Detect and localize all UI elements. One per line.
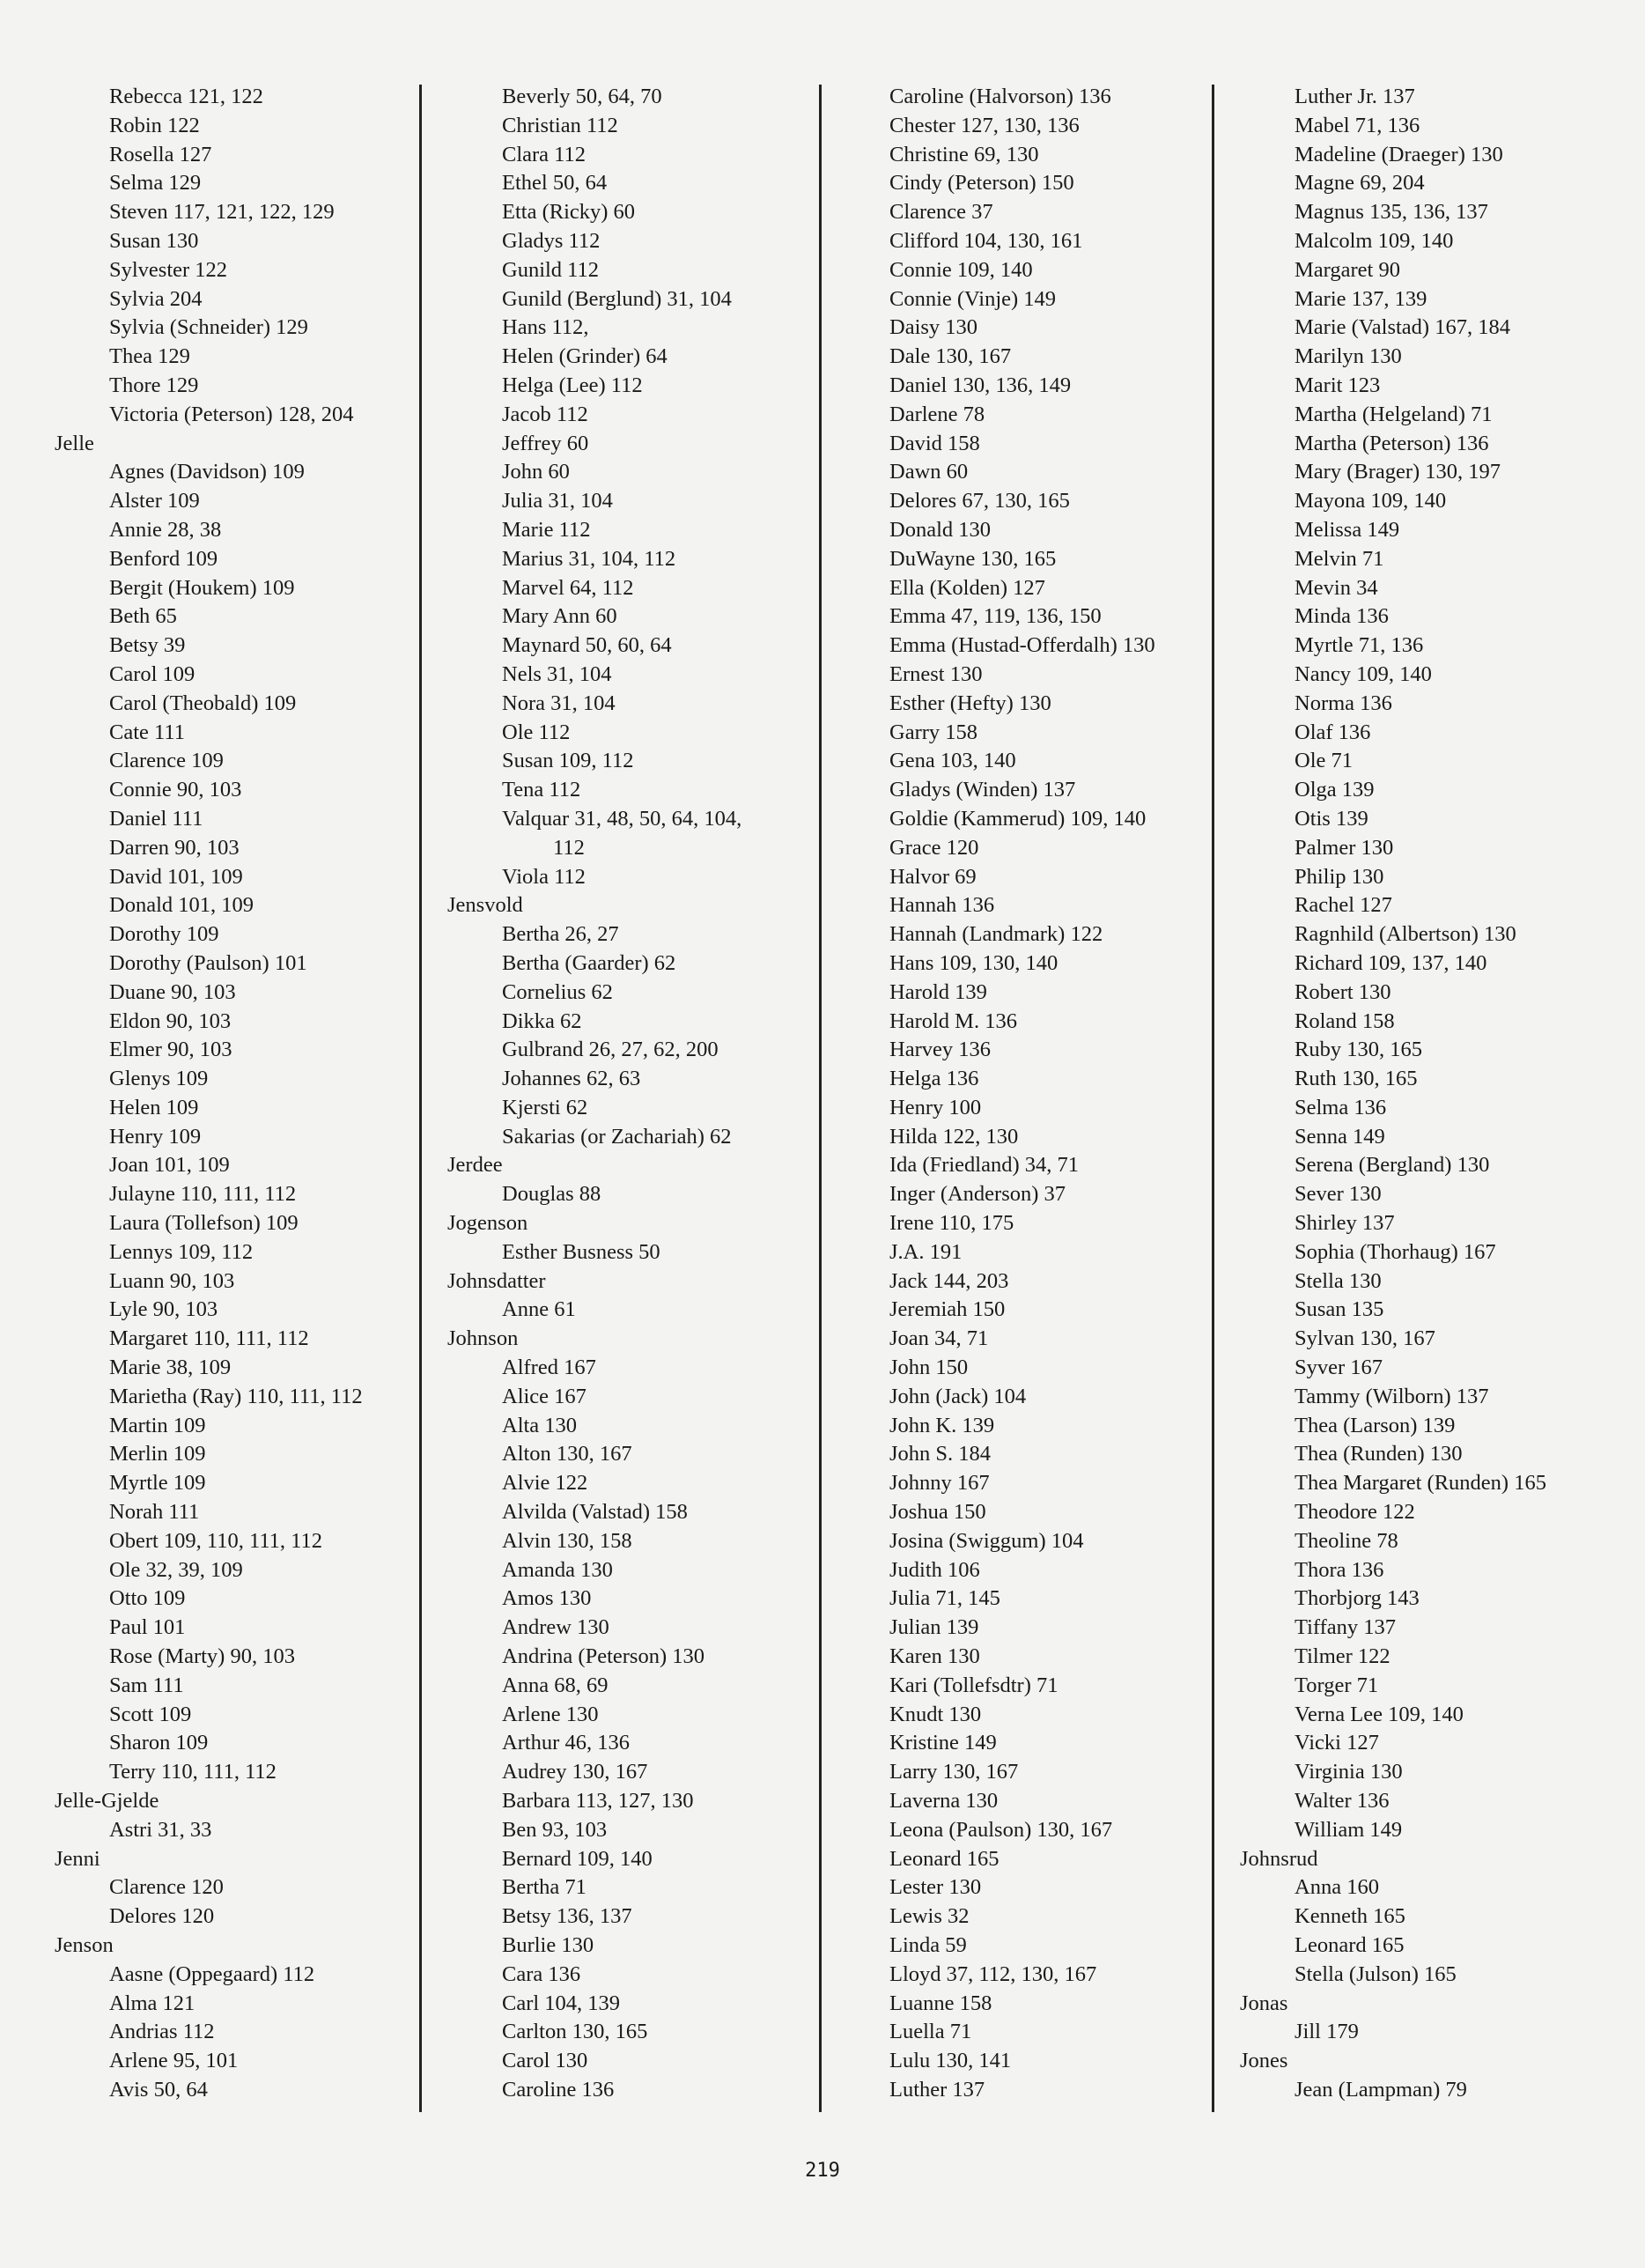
index-entry: Carol 130 bbox=[502, 2049, 588, 2073]
index-entry: Marie 137, 139 bbox=[1295, 286, 1427, 311]
column-divider-3 bbox=[1212, 85, 1214, 2112]
index-entry: William 149 bbox=[1295, 1817, 1403, 1842]
index-entry: Gladys 112 bbox=[502, 228, 601, 253]
index-surname: Jones bbox=[1240, 2049, 1288, 2073]
index-entry: Alvie 122 bbox=[502, 1471, 588, 1496]
index-entry: Garry 158 bbox=[889, 720, 978, 744]
index-entry: Senna 149 bbox=[1295, 1124, 1385, 1149]
index-entry: John 150 bbox=[889, 1356, 969, 1380]
index-entry: Luann 90, 103 bbox=[109, 1268, 235, 1293]
index-entry: Dale 130, 167 bbox=[889, 344, 1012, 369]
index-entry: Laverna 130 bbox=[889, 1789, 999, 1814]
index-entry: Joan 101, 109 bbox=[109, 1153, 230, 1178]
index-surname: Johnsdatter bbox=[447, 1268, 546, 1293]
index-entry: Irene 110, 175 bbox=[889, 1211, 1014, 1236]
index-entry: John S. 184 bbox=[889, 1442, 992, 1466]
index-entry: Henry 100 bbox=[889, 1095, 982, 1119]
index-entry: Harvey 136 bbox=[889, 1038, 991, 1062]
index-entry: Daniel 130, 136, 149 bbox=[889, 373, 1072, 397]
index-entry: Johannes 62, 63 bbox=[502, 1067, 641, 1091]
index-entry: Kristine 149 bbox=[889, 1731, 997, 1755]
index-entry: Gunild (Berglund) 31, 104 bbox=[502, 286, 732, 311]
index-entry: Donald 101, 109 bbox=[109, 893, 254, 918]
index-entry: Rosella 127 bbox=[109, 142, 212, 166]
index-surname: Jogenson bbox=[447, 1211, 528, 1236]
index-entry: Mary (Brager) 130, 197 bbox=[1295, 460, 1501, 484]
index-entry: Annie 28, 38 bbox=[109, 517, 222, 542]
index-entry: Gunild 112 bbox=[502, 257, 600, 282]
index-entry: Lewis 32 bbox=[889, 1904, 970, 1929]
index-entry: Connie (Vinje) 149 bbox=[889, 286, 1057, 311]
index-entry: Robert 130 bbox=[1295, 979, 1391, 1004]
index-entry: Linda 59 bbox=[889, 1933, 967, 1957]
index-entry: Sharon 109 bbox=[109, 1731, 209, 1755]
index-entry: Viola 112 bbox=[502, 864, 586, 889]
index-entry: Ole 112 bbox=[502, 720, 571, 744]
index-entry: Judith 106 bbox=[889, 1557, 980, 1582]
index-entry: Jean (Lampman) 79 bbox=[1295, 2077, 1467, 2102]
index-entry: Jeffrey 60 bbox=[502, 431, 589, 455]
index-entry: Shirley 137 bbox=[1295, 1211, 1395, 1236]
index-entry: Selma 136 bbox=[1295, 1095, 1387, 1119]
index-entry: Ruth 130, 165 bbox=[1295, 1067, 1418, 1091]
index-entry: Rebecca 121, 122 bbox=[109, 85, 263, 108]
index-entry: Thorbjorg 143 bbox=[1295, 1586, 1420, 1611]
index-entry: Ole 32, 39, 109 bbox=[109, 1557, 243, 1582]
index-entry: Martha (Peterson) 136 bbox=[1295, 431, 1489, 455]
index-entry: Benford 109 bbox=[109, 546, 218, 571]
index-entry: Mabel 71, 136 bbox=[1295, 113, 1420, 137]
index-entry: Amanda 130 bbox=[502, 1557, 613, 1582]
index-entry: Lennys 109, 112 bbox=[109, 1239, 254, 1264]
index-entry: Kari (Tollefsdtr) 71 bbox=[889, 1673, 1059, 1697]
index-entry: Olaf 136 bbox=[1295, 720, 1371, 744]
index-entry: Sylvia 204 bbox=[109, 286, 203, 311]
index-entry: Martha (Helgeland) 71 bbox=[1295, 402, 1493, 426]
index-entry: Susan 109, 112 bbox=[502, 749, 634, 773]
index-entry: Alvilda (Valstad) 158 bbox=[502, 1500, 688, 1525]
index-entry: Lloyd 37, 112, 130, 167 bbox=[889, 1961, 1097, 1986]
index-entry: Ethel 50, 64 bbox=[502, 171, 608, 196]
index-entry: John (Jack) 104 bbox=[889, 1384, 1027, 1408]
index-entry: Roland 158 bbox=[1295, 1008, 1395, 1033]
index-entry: Beth 65 bbox=[109, 604, 177, 629]
index-entry: Helga (Lee) 112 bbox=[502, 373, 643, 397]
index-entry: Richard 109, 137, 140 bbox=[1295, 950, 1487, 975]
index-entry: Syver 167 bbox=[1295, 1356, 1383, 1380]
index-entry: Marit 123 bbox=[1295, 373, 1381, 397]
index-entry: Lyle 90, 103 bbox=[109, 1297, 218, 1322]
index-entry: Thea Margaret (Runden) 165 bbox=[1295, 1471, 1546, 1496]
index-entry: Martin 109 bbox=[109, 1413, 206, 1437]
index-entry: Palmer 130 bbox=[1295, 835, 1394, 860]
column-divider-1 bbox=[419, 85, 422, 2112]
index-entry: Josina (Swiggum) 104 bbox=[889, 1528, 1084, 1553]
index-entry: Christine 69, 130 bbox=[889, 142, 1039, 166]
index-entry: Mary Ann 60 bbox=[502, 604, 617, 629]
index-entry: Elmer 90, 103 bbox=[109, 1038, 232, 1062]
index-entry: Thea (Larson) 139 bbox=[1295, 1413, 1456, 1437]
index-entry: Douglas 88 bbox=[502, 1182, 601, 1207]
index-entry: Susan 130 bbox=[109, 228, 199, 253]
index-surname: Jenson bbox=[55, 1933, 114, 1957]
index-entry: Vicki 127 bbox=[1295, 1731, 1379, 1755]
index-entry: Mayona 109, 140 bbox=[1295, 489, 1447, 513]
index-entry: Stella 130 bbox=[1295, 1268, 1382, 1293]
index-entry: Marvel 64, 112 bbox=[502, 575, 634, 600]
index-entry: Ruby 130, 165 bbox=[1295, 1038, 1422, 1062]
index-entry: Hans 112, bbox=[502, 315, 589, 340]
index-entry: Carl 104, 139 bbox=[502, 1991, 621, 2015]
index-entry: Clarence 120 bbox=[109, 1875, 224, 1900]
index-entry: Ole 71 bbox=[1295, 749, 1353, 773]
index-entry: John K. 139 bbox=[889, 1413, 995, 1437]
index-entry: Harold 139 bbox=[889, 979, 987, 1004]
index-surname: Jensvold bbox=[447, 893, 523, 918]
index-column-2 bbox=[447, 83, 808, 2105]
index-surname: Johnson bbox=[447, 1326, 519, 1351]
index-entry: Helen 109 bbox=[109, 1095, 199, 1119]
index-entry: David 101, 109 bbox=[109, 864, 243, 889]
index-entry: Nora 31, 104 bbox=[502, 691, 616, 715]
index-entry: Goldie (Kammerud) 109, 140 bbox=[889, 806, 1147, 831]
index-entry: Darren 90, 103 bbox=[109, 835, 240, 860]
index-entry: Virginia 130 bbox=[1295, 1760, 1403, 1784]
index-entry: Carol 109 bbox=[109, 661, 195, 686]
index-entry: Alvin 130, 158 bbox=[502, 1528, 632, 1553]
index-entry: Steven 117, 121, 122, 129 bbox=[109, 200, 335, 225]
index-entry: Theodore 122 bbox=[1295, 1500, 1415, 1525]
index-entry: Aasne (Oppegaard) 112 bbox=[109, 1961, 315, 1986]
index-entry: Thore 129 bbox=[109, 373, 199, 397]
index-entry: Julia 71, 145 bbox=[889, 1586, 1000, 1611]
index-entry: Sylvan 130, 167 bbox=[1295, 1326, 1435, 1351]
index-entry: Emma 47, 119, 136, 150 bbox=[889, 604, 1102, 629]
index-entry: Dikka 62 bbox=[502, 1008, 582, 1033]
index-entry: Dawn 60 bbox=[889, 460, 969, 484]
index-entry: Myrtle 109 bbox=[109, 1471, 206, 1496]
index-entry: Kenneth 165 bbox=[1295, 1904, 1405, 1929]
index-entry: Margaret 110, 111, 112 bbox=[109, 1326, 309, 1351]
index-column-1 bbox=[55, 83, 414, 2105]
index-entry: Alfred 167 bbox=[502, 1356, 596, 1380]
index-entry: Laura (Tollefson) 109 bbox=[109, 1211, 299, 1236]
index-entry: John 60 bbox=[502, 460, 570, 484]
index-entry: Hannah (Landmark) 122 bbox=[889, 922, 1103, 947]
index-entry: Otto 109 bbox=[109, 1586, 186, 1611]
index-entry: Norma 136 bbox=[1295, 691, 1392, 715]
index-surname: Jenni bbox=[55, 1846, 100, 1871]
index-entry: Delores 120 bbox=[109, 1904, 215, 1929]
index-entry: Melvin 71 bbox=[1295, 546, 1384, 571]
index-entry: Beverly 50, 64, 70 bbox=[502, 85, 662, 108]
index-entry: Clarence 37 bbox=[889, 200, 993, 225]
page-number: 219 bbox=[805, 2160, 840, 2182]
index-entry: Bertha 26, 27 bbox=[502, 922, 619, 947]
index-entry: Clifford 104, 130, 161 bbox=[889, 228, 1083, 253]
index-entry: Caroline (Halvorson) 136 bbox=[889, 85, 1111, 108]
index-entry: Connie 90, 103 bbox=[109, 778, 242, 802]
index-entry: Grace 120 bbox=[889, 835, 979, 860]
index-entry: Magnus 135, 136, 137 bbox=[1295, 200, 1488, 225]
index-entry: Andrew 130 bbox=[502, 1615, 609, 1640]
index-entry: Tammy (Wilborn) 137 bbox=[1295, 1384, 1489, 1408]
index-entry: Agnes (Davidson) 109 bbox=[109, 460, 305, 484]
index-entry: Esther (Hefty) 130 bbox=[889, 691, 1051, 715]
index-entry: Marie (Valstad) 167, 184 bbox=[1295, 315, 1510, 340]
index-entry: Andrina (Peterson) 130 bbox=[502, 1644, 704, 1669]
index-entry: Esther Busness 50 bbox=[502, 1239, 660, 1264]
index-entry: Selma 129 bbox=[109, 171, 202, 196]
index-surname: Jelle bbox=[55, 431, 94, 455]
index-entry: Clarence 109 bbox=[109, 749, 224, 773]
index-entry: Marius 31, 104, 112 bbox=[502, 546, 676, 571]
index-entry: Luella 71 bbox=[889, 2020, 972, 2044]
index-entry: David 158 bbox=[889, 431, 980, 455]
index-entry: Cornelius 62 bbox=[502, 979, 613, 1004]
index-entry: Obert 109, 110, 111, 112 bbox=[109, 1528, 323, 1553]
index-entry: Alster 109 bbox=[109, 489, 200, 513]
index-entry: Tilmer 122 bbox=[1295, 1644, 1391, 1669]
index-entry: Bertha (Gaarder) 62 bbox=[502, 950, 676, 975]
index-entry: Lester 130 bbox=[889, 1875, 982, 1900]
index-entry: Philip 130 bbox=[1295, 864, 1384, 889]
index-entry: Susan 135 bbox=[1295, 1297, 1384, 1322]
index-entry: Emma (Hustad-Offerdalh) 130 bbox=[889, 633, 1155, 658]
index-entry: Maynard 50, 60, 64 bbox=[502, 633, 672, 658]
index-entry: Mevin 34 bbox=[1295, 575, 1378, 600]
index-entry: Bertha 71 bbox=[502, 1875, 586, 1900]
index-entry: DuWayne 130, 165 bbox=[889, 546, 1057, 571]
index-entry: Karen 130 bbox=[889, 1644, 980, 1669]
index-entry: Glenys 109 bbox=[109, 1067, 209, 1091]
index-entry: Ella (Kolden) 127 bbox=[889, 575, 1045, 600]
index-entry: Cindy (Peterson) 150 bbox=[889, 171, 1074, 196]
index-entry: Betsy 136, 137 bbox=[502, 1904, 632, 1929]
index-entry: Hilda 122, 130 bbox=[889, 1124, 1019, 1149]
index-surname: Jerdee bbox=[447, 1153, 503, 1178]
index-entry: Harold M. 136 bbox=[889, 1008, 1017, 1033]
index-entry: Etta (Ricky) 60 bbox=[502, 200, 636, 225]
index-entry: Marie 112 bbox=[502, 517, 591, 542]
index-entry: Darlene 78 bbox=[889, 402, 985, 426]
index-entry: Halvor 69 bbox=[889, 864, 977, 889]
index-entry: Olga 139 bbox=[1295, 778, 1375, 802]
index-entry: Thea 129 bbox=[109, 344, 190, 369]
index-entry: Alma 121 bbox=[109, 1991, 195, 2015]
index-entry: Avis 50, 64 bbox=[109, 2077, 208, 2102]
index-entry: Alton 130, 167 bbox=[502, 1442, 632, 1466]
index-entry: J.A. 191 bbox=[889, 1239, 963, 1264]
index-entry: Julayne 110, 111, 112 bbox=[109, 1182, 297, 1207]
index-entry: Arthur 46, 136 bbox=[502, 1731, 630, 1755]
index-entry: Dorothy 109 bbox=[109, 922, 219, 947]
index-entry: Dorothy (Paulson) 101 bbox=[109, 950, 307, 975]
index-entry: Merlin 109 bbox=[109, 1442, 206, 1466]
index-entry: Paul 101 bbox=[109, 1615, 186, 1640]
index-entry: Malcolm 109, 140 bbox=[1295, 228, 1454, 253]
index-entry: Andrias 112 bbox=[109, 2020, 215, 2044]
index-entry: Anna 68, 69 bbox=[502, 1673, 609, 1697]
index-entry: Walter 136 bbox=[1295, 1789, 1390, 1814]
index-entry: Johnny 167 bbox=[889, 1471, 990, 1496]
index-entry: Nels 31, 104 bbox=[502, 661, 612, 686]
index-entry: Alice 167 bbox=[502, 1384, 586, 1408]
index-entry: Duane 90, 103 bbox=[109, 979, 236, 1004]
index-entry: Bergit (Houkem) 109 bbox=[109, 575, 295, 600]
index-entry: Larry 130, 167 bbox=[889, 1760, 1019, 1784]
index-entry: Victoria (Peterson) 128, 204 bbox=[109, 402, 354, 426]
index-entry: Amos 130 bbox=[502, 1586, 592, 1611]
column-divider-2 bbox=[819, 85, 822, 2112]
index-entry: Myrtle 71, 136 bbox=[1295, 633, 1424, 658]
index-entry: Anna 160 bbox=[1295, 1875, 1379, 1900]
index-entry: Nancy 109, 140 bbox=[1295, 661, 1432, 686]
index-entry: Margaret 90 bbox=[1295, 257, 1400, 282]
index-entry: Eldon 90, 103 bbox=[109, 1008, 232, 1033]
index-entry: Helga 136 bbox=[889, 1067, 979, 1091]
index-entry: Cara 136 bbox=[502, 1961, 581, 1986]
index-entry: Rose (Marty) 90, 103 bbox=[109, 1644, 295, 1669]
index-entry: Marietha (Ray) 110, 111, 112 bbox=[109, 1384, 363, 1408]
index-entry: Daisy 130 bbox=[889, 315, 978, 340]
index-entry: Melissa 149 bbox=[1295, 517, 1400, 542]
index-surname: Jelle-Gjelde bbox=[55, 1789, 159, 1814]
index-entry: Minda 136 bbox=[1295, 604, 1389, 629]
index-entry: Burlie 130 bbox=[502, 1933, 594, 1957]
index-entry: Connie 109, 140 bbox=[889, 257, 1033, 282]
index-entry: Christian 112 bbox=[502, 113, 618, 137]
index-entry: Helen (Grinder) 64 bbox=[502, 344, 668, 369]
index-entry: Anne 61 bbox=[502, 1297, 576, 1322]
index-entry: Ben 93, 103 bbox=[502, 1817, 608, 1842]
index-entry: Tena 112 bbox=[502, 778, 581, 802]
index-entry: Jack 144, 203 bbox=[889, 1268, 1009, 1293]
index-entry: Torger 71 bbox=[1295, 1673, 1379, 1697]
index-entry: Terry 110, 111, 112 bbox=[109, 1760, 277, 1784]
index-entry: Ida (Friedland) 34, 71 bbox=[889, 1153, 1079, 1178]
index-entry: Sylvester 122 bbox=[109, 257, 228, 282]
index-entry: Alta 130 bbox=[502, 1413, 578, 1437]
index-entry: Donald 130 bbox=[889, 517, 991, 542]
index-entry: Kjersti 62 bbox=[502, 1095, 588, 1119]
index-column-3 bbox=[889, 83, 1206, 2105]
index-entry: Clara 112 bbox=[502, 142, 586, 166]
index-entry: Leona (Paulson) 130, 167 bbox=[889, 1817, 1113, 1842]
index-entry: Daniel 111 bbox=[109, 806, 203, 831]
index-entry: Robin 122 bbox=[109, 113, 200, 137]
index-entry: Sylvia (Schneider) 129 bbox=[109, 315, 308, 340]
index-surname: Jonas bbox=[1240, 1991, 1288, 2015]
index-entry: Carlton 130, 165 bbox=[502, 2020, 648, 2044]
index-entry: Joshua 150 bbox=[889, 1500, 986, 1525]
index-entry: Norah 111 bbox=[109, 1500, 200, 1525]
index-entry: Luther 137 bbox=[889, 2077, 985, 2102]
index-column-4 bbox=[1240, 83, 1627, 2105]
index-entry: Sakarias (or Zachariah) 62 bbox=[502, 1124, 732, 1149]
index-entry: Rachel 127 bbox=[1295, 893, 1392, 918]
index-entry: Madeline (Draeger) 130 bbox=[1295, 142, 1503, 166]
index-surname: Johnsrud bbox=[1240, 1846, 1318, 1871]
index-entry: Luther Jr. 137 bbox=[1295, 85, 1415, 108]
index-entry: Astri 31, 33 bbox=[109, 1817, 212, 1842]
index-entry: Tiffany 137 bbox=[1295, 1615, 1397, 1640]
index-entry: Chester 127, 130, 136 bbox=[889, 113, 1080, 137]
index-entry: Bernard 109, 140 bbox=[502, 1846, 653, 1871]
index-entry: Gulbrand 26, 27, 62, 200 bbox=[502, 1038, 719, 1062]
index-entry: Luanne 158 bbox=[889, 1991, 992, 2015]
index-entry: Hannah 136 bbox=[889, 893, 995, 918]
index-entry: Arlene 95, 101 bbox=[109, 2049, 239, 2073]
index-entry: Sam 111 bbox=[109, 1673, 184, 1697]
index-entry: Joan 34, 71 bbox=[889, 1326, 989, 1351]
index-entry: Serena (Bergland) 130 bbox=[1295, 1153, 1490, 1178]
index-entry: Henry 109 bbox=[109, 1124, 202, 1149]
index-entry: Ragnhild (Albertson) 130 bbox=[1295, 922, 1516, 947]
index-entry: Betsy 39 bbox=[109, 633, 186, 658]
index-entry: Sever 130 bbox=[1295, 1182, 1382, 1207]
index-entry: Knudt 130 bbox=[889, 1702, 982, 1726]
index-entry: 112 bbox=[553, 835, 585, 860]
index-entry: Inger (Anderson) 37 bbox=[889, 1182, 1066, 1207]
index-entry: Otis 139 bbox=[1295, 806, 1368, 831]
index-entry: Carol (Theobald) 109 bbox=[109, 691, 297, 715]
index-entry: Leonard 165 bbox=[889, 1846, 1000, 1871]
index-entry: Marie 38, 109 bbox=[109, 1356, 232, 1380]
index-entry: Scott 109 bbox=[109, 1702, 192, 1726]
index-entry: Thora 136 bbox=[1295, 1557, 1384, 1582]
index-entry: Ernest 130 bbox=[889, 661, 983, 686]
index-entry: Arlene 130 bbox=[502, 1702, 599, 1726]
index-entry: Verna Lee 109, 140 bbox=[1295, 1702, 1464, 1726]
index-entry: Caroline 136 bbox=[502, 2077, 615, 2102]
index-entry: Cate 111 bbox=[109, 720, 185, 744]
index-entry: Stella (Julson) 165 bbox=[1295, 1961, 1457, 1986]
index-entry: Julian 139 bbox=[889, 1615, 979, 1640]
index-entry: Hans 109, 130, 140 bbox=[889, 950, 1059, 975]
index-entry: Leonard 165 bbox=[1295, 1933, 1405, 1957]
index-entry: Marilyn 130 bbox=[1295, 344, 1402, 369]
index-entry: Lulu 130, 141 bbox=[889, 2049, 1012, 2073]
index-entry: Audrey 130, 167 bbox=[502, 1760, 648, 1784]
index-entry: Jeremiah 150 bbox=[889, 1297, 1006, 1322]
index-entry: Thea (Runden) 130 bbox=[1295, 1442, 1463, 1466]
index-entry: Gena 103, 140 bbox=[889, 749, 1016, 773]
index-entry: Julia 31, 104 bbox=[502, 489, 613, 513]
index-entry: Barbara 113, 127, 130 bbox=[502, 1789, 694, 1814]
index-entry: Magne 69, 204 bbox=[1295, 171, 1425, 196]
index-entry: Gladys (Winden) 137 bbox=[889, 778, 1076, 802]
index-entry: Sophia (Thorhaug) 167 bbox=[1295, 1239, 1496, 1264]
index-entry: Valquar 31, 48, 50, 64, 104, bbox=[502, 806, 742, 831]
index-entry: Jacob 112 bbox=[502, 402, 588, 426]
index-entry: Delores 67, 130, 165 bbox=[889, 489, 1070, 513]
index-entry: Theoline 78 bbox=[1295, 1528, 1398, 1553]
index-entry: Jill 179 bbox=[1295, 2020, 1359, 2044]
